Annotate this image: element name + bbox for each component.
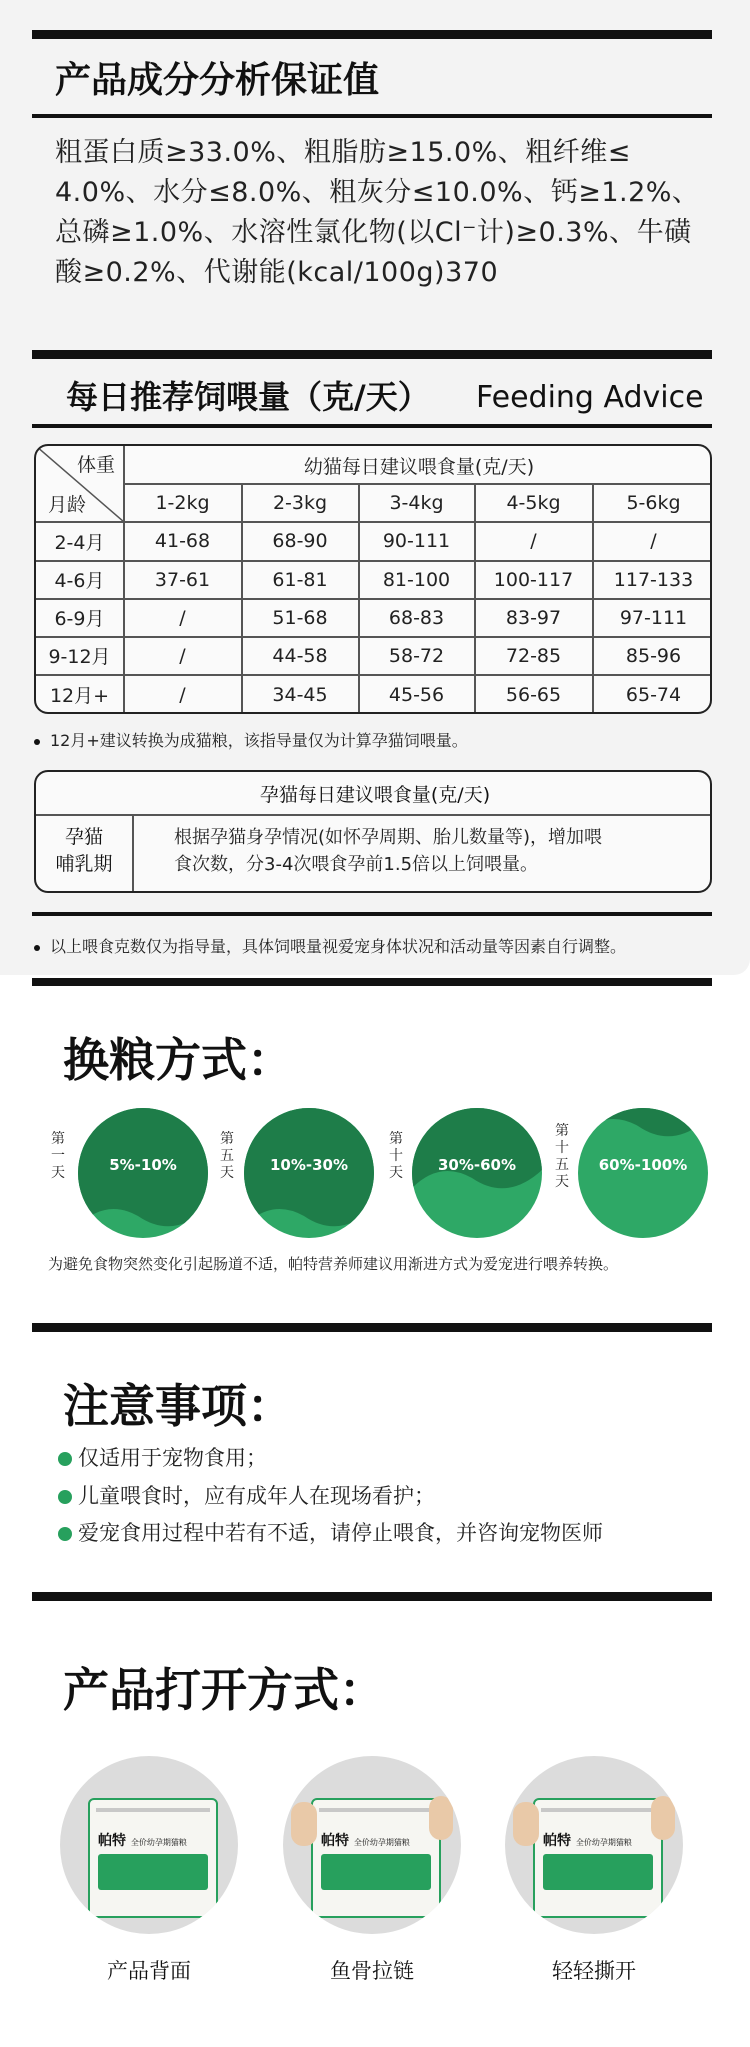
feeding-table (34, 444, 712, 714)
step-day-label: 第一天 (51, 1131, 65, 1181)
value-cell: 81-100 (382, 568, 451, 591)
bag-illustration (311, 1798, 441, 1918)
value-cell: 65-74 (625, 683, 682, 706)
step-day-label: 第十五天 (555, 1123, 569, 1190)
opening-photo (60, 1756, 238, 1934)
step-fill-cap (578, 1108, 708, 1136)
step-fill-cap (412, 1108, 542, 1188)
analysis-title: 产品成分分析保证值 (55, 60, 380, 101)
value-cell: 56-65 (505, 683, 562, 706)
value-cell: 45-56 (388, 683, 445, 706)
analysis-line: 粗蛋白质≥33.0%、粗脂肪≥15.0%、粗纤维≤ (55, 137, 631, 168)
value-cell: 117-133 (613, 568, 694, 591)
pregnant-label (36, 824, 132, 878)
value-cell: 72-85 (505, 644, 562, 667)
opening-photo (283, 1756, 461, 1934)
value-cell: 58-72 (388, 644, 445, 667)
notice-item (58, 1480, 435, 1510)
pregnant-label-line: 孕猫 (64, 826, 103, 848)
value-cell: 61-81 (272, 568, 328, 591)
weight-header: 2-3kg (272, 491, 328, 514)
transition-note: 为避免食物突然变化引起肠道不适，帕特营养师建议用渐进方式为爱宠进行喂养转换。 (48, 1255, 619, 1273)
notice-item-text: 爱宠食用过程中若有不适，请停止喂食，并咨询宠物医师 (78, 1521, 603, 1545)
analysis-text (55, 133, 705, 293)
step-percent: 10%-30% (269, 1156, 349, 1174)
pregnant-text-line: 根据孕猫身孕情况(如怀孕周期、胎儿数量等)，增加喂 (174, 827, 603, 848)
hand-shape (651, 1796, 675, 1840)
bag-product-text: 全价幼孕期猫粮 (353, 1838, 410, 1847)
notice-title: 注意事项： (63, 1379, 293, 1433)
section-divider (32, 912, 712, 916)
weight-header: 4-5kg (506, 491, 561, 514)
feeding-title-en: Feeding Advice (476, 380, 704, 415)
step-percent: 30%-60% (437, 1156, 517, 1174)
analysis-line: 酸≥0.2%、代谢能(kcal/100g)370 (55, 257, 499, 288)
analysis-line: 总磷≥1.0%、水溶性氯化物(以Cl⁻计)≥0.3%、牛磺 (55, 217, 692, 248)
bag-band (543, 1854, 653, 1890)
value-cell: 100-117 (493, 568, 574, 591)
bag-band (321, 1854, 431, 1890)
pregnant-text (174, 824, 704, 878)
opening-photo (505, 1756, 683, 1934)
bag-band (98, 1854, 208, 1890)
value-cell: 83-97 (505, 606, 562, 629)
value-cell: / (650, 530, 657, 552)
corner-age-label: 月龄 (47, 493, 86, 516)
value-cell: 37-61 (154, 568, 211, 591)
notice-item-text: 仅适用于宠物食用； (78, 1446, 267, 1470)
step-day-label: 第五天 (220, 1131, 234, 1181)
section-divider (32, 1323, 712, 1332)
age-cell: 4-6月 (54, 570, 105, 592)
opening-caption: 产品背面 (107, 1959, 191, 1983)
hand-shape (291, 1802, 317, 1846)
bullet-dot (34, 945, 40, 951)
pregnant-label-line: 哺乳期 (55, 853, 113, 875)
feeding-disclaimer-text: 以上喂食克数仅为指导量，具体饲喂量视爱宠身体状况和活动量等因素自行调整。 (50, 937, 627, 956)
opening-title: 产品打开方式： (63, 1663, 385, 1717)
pregnant-header: 孕猫每日建议喂食量(克/天) (259, 783, 491, 806)
bag-brand (321, 1830, 410, 1850)
bullet-dot (34, 739, 40, 745)
feeding-note (34, 728, 468, 751)
bag-brand (543, 1830, 632, 1850)
bag-zipper (541, 1808, 655, 1812)
pregnant-table (34, 770, 712, 893)
step-percent: 5%-10% (109, 1156, 177, 1174)
step-circle (578, 1108, 708, 1238)
weight-header: 5-6kg (626, 491, 681, 514)
corner-weight-label: 体重 (76, 453, 115, 476)
feeding-title: 每日推荐饲喂量（克/天） (66, 378, 430, 416)
bag-product-text: 全价幼孕期猫粮 (575, 1838, 632, 1847)
bag-zipper (96, 1808, 210, 1812)
bag-brand (98, 1830, 187, 1850)
feeding-note-text: 12月+建议转换为成猫粮，该指导量仅为计算孕猫饲喂量。 (50, 731, 468, 750)
bag-product-text: 全价幼孕期猫粮 (130, 1838, 187, 1847)
age-cell: 2-4月 (54, 531, 105, 554)
bag-illustration (533, 1798, 663, 1918)
notice-item-text: 儿童喂食时，应有成年人在现场看护； (78, 1484, 435, 1508)
table-header: 幼猫每日建议喂食量(克/天) (303, 455, 535, 478)
value-cell: / (179, 644, 186, 667)
value-cell: 97-111 (619, 606, 688, 629)
bullet-dot (58, 1490, 72, 1504)
value-cell: 85-96 (625, 644, 682, 667)
notice-item (58, 1517, 603, 1547)
bullet-dot (58, 1452, 72, 1466)
pregnant-text-line: 食次数，分3-4次喂食孕前1.5倍以上饲喂量。 (174, 854, 539, 875)
value-cell: 41-68 (154, 530, 211, 552)
weight-header: 1-2kg (155, 491, 210, 514)
bag-zipper (319, 1808, 433, 1812)
value-cell: / (179, 606, 186, 629)
age-cell: 12月+ (49, 685, 110, 707)
value-cell: 34-45 (272, 683, 328, 706)
hand-shape (513, 1802, 539, 1846)
section-divider (32, 978, 712, 986)
feeding-disclaimer (34, 934, 626, 957)
section-divider (32, 30, 712, 39)
bullet-dot (58, 1527, 72, 1541)
value-cell: 68-83 (388, 606, 445, 629)
value-cell: 51-68 (272, 606, 328, 629)
age-cell: 6-9月 (54, 608, 105, 630)
bag-brand-text: 帕特 (543, 1833, 571, 1849)
section-divider (32, 114, 712, 118)
step-circle (412, 1108, 542, 1238)
bag-brand-text: 帕特 (98, 1833, 126, 1849)
step-percent: 60%-100% (598, 1156, 688, 1174)
hand-shape (429, 1796, 453, 1840)
section-divider (32, 424, 712, 428)
step-circle (78, 1108, 208, 1238)
bag-brand-text: 帕特 (321, 1833, 349, 1849)
opening-caption: 鱼骨拉链 (330, 1959, 414, 1983)
section-divider (32, 350, 712, 359)
bag-illustration (88, 1798, 218, 1918)
analysis-line: 4.0%、水分≤8.0%、粗灰分≤10.0%、钙≥1.2%、 (55, 177, 700, 208)
value-cell: / (179, 683, 186, 706)
value-cell: 68-90 (272, 530, 328, 552)
section-divider (32, 1592, 712, 1601)
step-day-label: 第十天 (389, 1131, 403, 1181)
age-cell: 9-12月 (48, 646, 111, 668)
value-cell: 44-58 (272, 644, 328, 667)
step-circle (244, 1108, 374, 1238)
transition-title: 换粮方式： (63, 1033, 293, 1087)
opening-caption: 轻轻撕开 (552, 1959, 636, 1983)
weight-header: 3-4kg (389, 491, 444, 514)
value-cell: / (530, 530, 537, 552)
notice-item (58, 1442, 267, 1472)
value-cell: 90-111 (382, 530, 451, 552)
